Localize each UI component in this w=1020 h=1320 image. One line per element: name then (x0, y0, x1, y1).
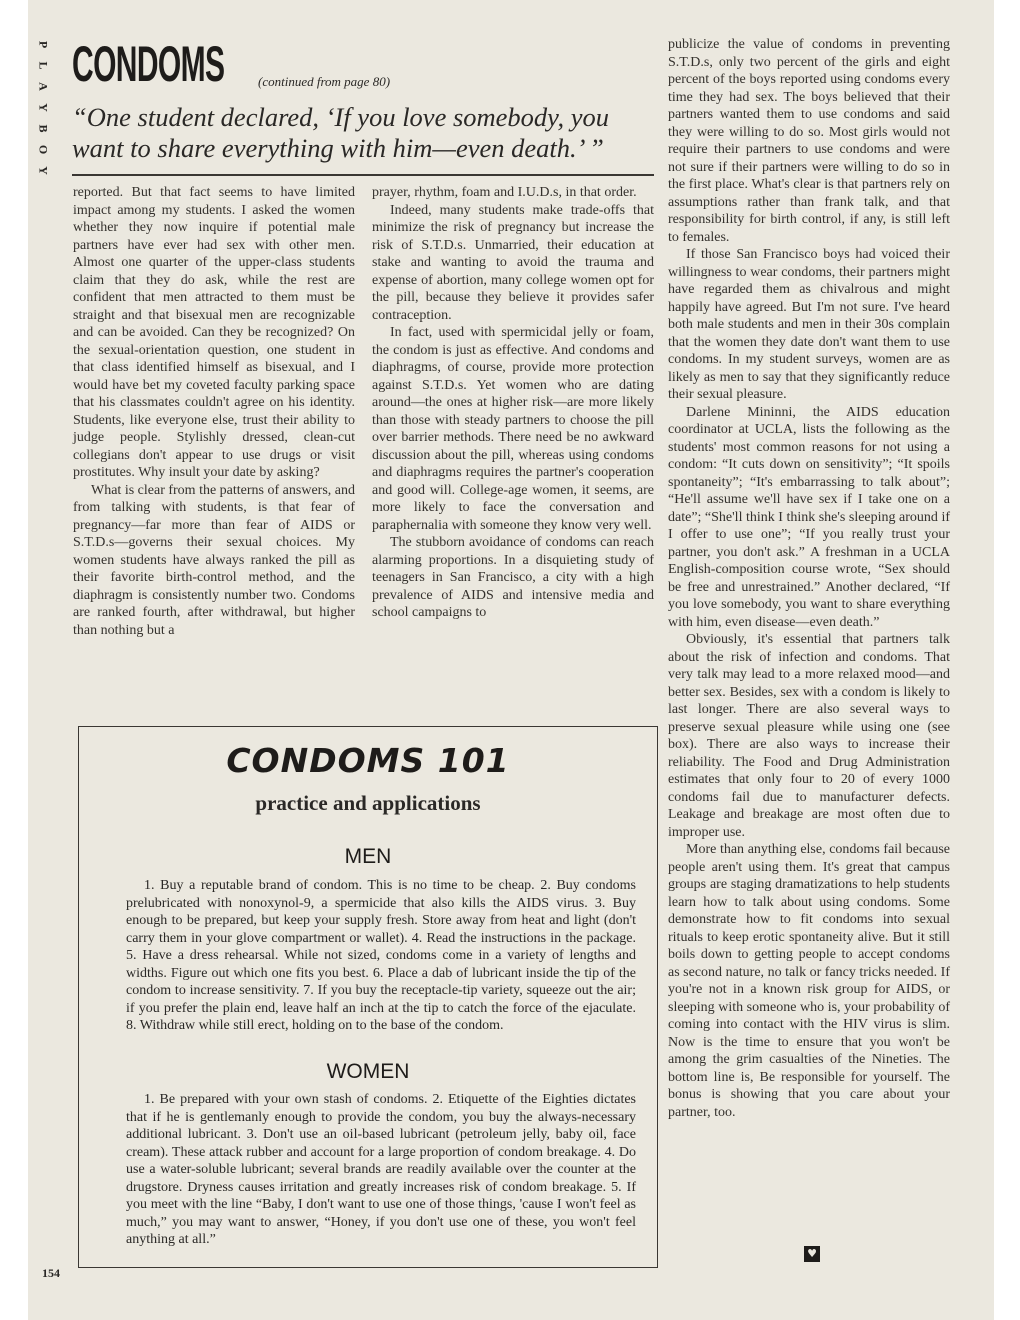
paragraph: 1. Be prepared with your own stash of condoms. 2. Etiquette of the Eighties dictates that if he is gentlemanly enough to provide the condom, you buy the always-necessary additional lubricant. 3. Don't use an oil-based lubricant (petroleum jelly, baby oil, face cream). These attack rubber and account for a large proportion of condom breakage. 4. Do use a water-soluble lubricant; several brands are readily available over the counter at the drugstore. Dryness causes irritation and greatly increases risk of condom breakage. 5. If you meet with the line “Baby, I don't want to use one of those things, 'cause I won't feel as much,” you may want to answer, “Honey, if you don't use one of these, you won't feel anything at all.” (126, 1092, 636, 1247)
paragraph: publicize the value of condoms in preventing S.T.D.s, only two percent of the girls and eight percent of the boys reported using condoms every time they had sex. The boys believed that their partners wanted them to use condoms and said they were willing to do so. Most girls would not require their partners to use condoms and were not sure if their partners were willing to do so in the first place. What's clear is that partners rely on assumptions rather than frank talk, and that responsibility for birth control, if any, is still left to females. (668, 37, 950, 245)
paragraph: Indeed, many students make trade-offs that minimize the risk of pregnancy but increase the risk of S.T.D.s. Unmarried, their education at stake and wanting to avoid the trauma and expense of abortion, many college women opt for the pill, because they believe it provides safer contraception. (372, 202, 654, 323)
sidebar-title: CONDOMS 101 (226, 741, 510, 780)
women-text (126, 1091, 636, 1249)
masthead-letter: Y (36, 103, 51, 112)
men-text (126, 877, 636, 1035)
paragraph: prayer, rhythm, foam and I.U.D.s, in that order. (372, 185, 637, 200)
article-column-1 (73, 184, 355, 639)
paragraph: If those San Francisco boys had voiced their willingness to wear condoms, their partners might have regarded them as chivalrous and might happily have agreed. But I'm not sure. I've heard both male students and men in their 30s complain that the women they date don't want them to use condoms. In my student surveys, women are as likely as men to say that they significantly reduce their sexual pleasure. (668, 247, 950, 402)
paragraph: Obviously, it's essential that partners talk about the risk of infection and condoms. That very talk may lead to a more relaxed mood—and better sex. Besides, sex with a condom is likely to last longer. There are also several ways to preserve sexual pleasure while using one (see box). There are also ways to increase their reliability. The Food and Drug Administration estimates that only four to 20 of every 1000 condoms fail due to manufacturer defects. Leakage and breakage are most often due to improper use. (668, 632, 950, 840)
paragraph: 1. Buy a reputable brand of condom. This is no time to be cheap. 2. Buy condoms prelubricated with nonoxynol-9, a spermicide that also kills the AIDS virus. 3. Buy enough to be prepared, but keep your supply fresh. Store away from heat and light (don't carry them in your glove compartment or wallet). 4. Read the instructions in the package. 5. Have a dress rehearsal. While not sized, condoms come in a variety of lengths and widths. Figure out which one fits you best. 6. Place a dab of lubricant inside the tip of the condom to increase sensitivity. 7. If you buy the receptacle-tip variety, squeeze out the air; if you prefer the plain end, leave half an inch at the tip to catch the force of the ejaculate. 8. Withdraw while still erect, holding on to the base of the condom. (126, 878, 636, 1033)
men-heading: MEN (344, 845, 392, 868)
magazine-page (28, 0, 994, 1320)
pull-quote: “One student declared, ‘If you love somebody, you want to share everything with him—even death.’ ” (72, 102, 609, 163)
paragraph: In fact, used with spermicidal jelly or foam, the condom is just as effective. And condoms and diaphragms, of course, provide more protection against S.T.D.s. Yet women who are dating around—the ones at higher risk—are more likely than those with steady partners to choose the pill over barrier methods. There need be no awkward discussion about the pill, whereas using condoms and diaphragms requires the partner's cooperation and good will. College-age women, it seems, are more likely to face the conversation and paraphernalia with someone they know very well. (372, 325, 654, 533)
masthead-letter: Y (36, 166, 51, 175)
article-title: CONDOMS (72, 36, 225, 92)
article-column-2 (372, 184, 654, 622)
paragraph: What is clear from the patterns of answers, and from talking with students, is that fear of pregnancy—far more than fear of AIDS or S.T.D.s—governs their sexual choices. My women students have always ranked the pill as their favorite birth-control method, and the diaphragm is consistently number two. Condoms are ranked fourth, after withdrawal, but higher than nothing but a (73, 482, 355, 638)
masthead-letter: P (36, 40, 51, 49)
masthead-letter: B (36, 124, 51, 133)
page-number: 154 (42, 1266, 60, 1280)
article-column-3 (668, 36, 950, 1121)
continued-note: (continued from page 80) (258, 74, 391, 89)
masthead-letter: O (36, 144, 51, 155)
paragraph: The stubborn avoidance of condoms can reach alarming proportions. In a disquieting study of teenagers in San Francisco, a city with a high prevalence of AIDS and intensive media and school campaigns to (372, 535, 654, 620)
masthead-letter: A (36, 82, 51, 91)
paragraph: Darlene Mininni, the AIDS education coordinator at UCLA, lists the following as the students' most common reasons for not using a condom: “It cuts down on sensitivity”; “It spoils spontaneity”; “It's embarrassing to talk about”; “He'll assume we'll have sex if I take one on a date”; “She'll think I think she's sleeping around if I offer to use one”; “If you really trust your partner, you don't ask.” A freshman in a UCLA English-composition course wrote, “Sex should be free and unrestrained.” Another declared, “If you love somebody, you want to share everything with him, even disease—even death.” (668, 404, 950, 630)
sidebar-subtitle: practice and applications (255, 791, 481, 815)
paragraph: More than anything else, condoms fail because people aren't using them. It's great that campus groups are staging dramatizations to help students learn how to talk about using condoms. Some demonstrate how to fit condoms into sexual rituals to keep erotic spontaneity alive. But it still boils down to getting people to accept condoms as second nature, no talk or fancy tricks needed. If you're not in a known risk group for AIDS, or sleeping with someone who is, your probability of coming into contact with the HIV virus is slim. Now is the time to ensure that you won't be among the grim casualties of the Nineties. The bottom line is, Be responsible for yourself. The bonus is showing that you care about your partner, too. (668, 842, 950, 1120)
paragraph: reported. But that fact seems to have limited impact among my students. I asked the women whether they now inquire if potential male partners have ever had sex with other men. Almost one quarter of the upper-class students claim that they do ask, while the rest are confident that men attracted to them must be straight and that bisexual men are recognizable and can be avoided. Can they be recognized? On the sexual-orientation question, one student in that class identified himself as bisexual, and I would have bet my coveted faculty parking space that his classmates couldn't agree on his identity. Students, like everyone else, trust their ability to judge people. Stylishly dressed, clean-cut collegians don't appear to use drugs or visit prostitutes. Why insult your date by asking? (73, 185, 355, 480)
sidebar-box (78, 726, 658, 1268)
rabbit-logo-icon: ♥ (804, 1246, 820, 1262)
divider (72, 174, 654, 176)
article-header (72, 34, 652, 94)
masthead-letter: L (36, 61, 51, 70)
masthead-vertical (34, 34, 52, 181)
women-heading: WOMEN (326, 1060, 410, 1083)
